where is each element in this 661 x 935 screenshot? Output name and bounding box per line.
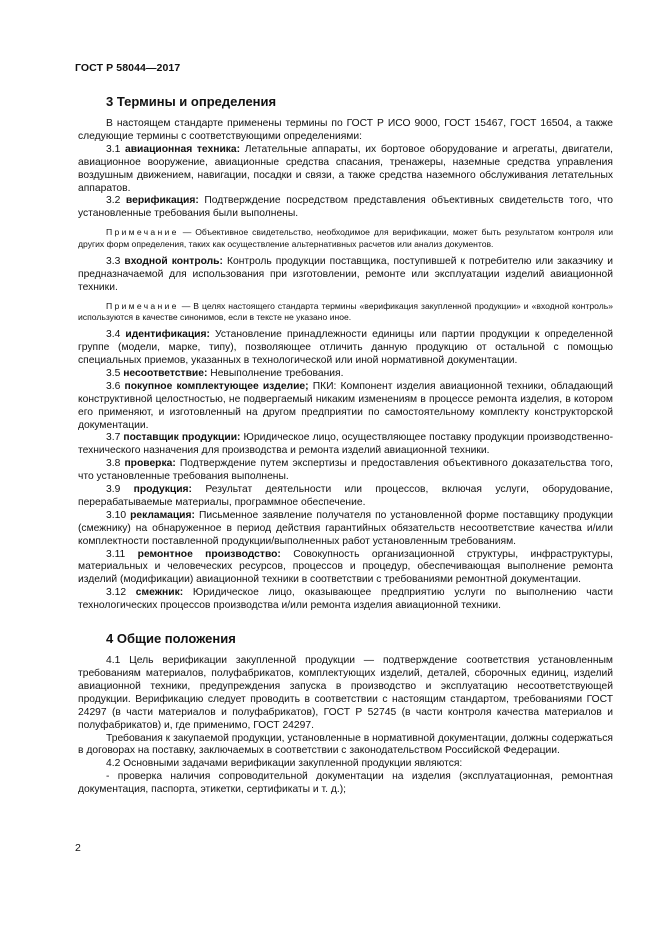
term-name: несоответствие: — [123, 367, 208, 379]
term-number: 3.1 — [106, 143, 121, 155]
term-definition: Юридическое лицо, оказывающее предприятию услуги по выполнению части технологических процессов производства и/или ремонта изделия авиационной техники. — [78, 587, 613, 612]
term-definition: Невыполнение требования. — [210, 367, 344, 379]
note-synonyms — [78, 301, 613, 324]
term-definition: Совокупность организационной структуры, инфраструктуры, материальных и человеческих ресурсов, процессов и процедур, обеспечивающая выполнение ремонта изделий (модификации) авиационной техники в соответствии с требованиями ремонтной документации. — [78, 548, 613, 586]
term-3-4 — [78, 329, 613, 368]
term-number: 3.8 — [106, 458, 121, 470]
term-3-5 — [78, 368, 613, 381]
term-name: авиационная техника: — [124, 143, 241, 155]
term-3-8 — [78, 458, 613, 484]
term-name: ремонтное производство: — [137, 548, 281, 560]
note-text: — Объективное свидетельство, необходимое для верификации, может быть результатом контроля или других форм определения, таких как осуществление альтернативных расчетов или анализ документов. — [78, 227, 613, 249]
term-name: продукция: — [133, 484, 192, 496]
term-name: идентификация: — [125, 329, 210, 341]
term-number: 3.3 — [106, 255, 121, 267]
term-3-10 — [78, 510, 613, 549]
note-label: Примечание — [106, 227, 179, 238]
term-definition: Подтверждение посредством представления объективных свидетельств того, что установленные требования были выполнены. — [78, 195, 613, 220]
document-id: ГОСТ Р 58044—2017 — [75, 62, 181, 74]
term-3-7 — [78, 432, 613, 458]
term-name: рекламация: — [130, 509, 195, 521]
term-number: 3.9 — [106, 484, 121, 496]
term-3-9 — [78, 484, 613, 510]
term-definition: Подтверждение путем экспертизы и предоставления объективного доказательства того, что установленные требования выполнены. — [78, 458, 613, 483]
term-definition: Контроль продукции поставщика, поступившей к потребителю или заказчику и предназначаемой для использования при изготовлении, ремонте или эксплуатации изделий авиационной техники. — [78, 255, 613, 293]
term-definition: Результат деятельности или процессов, включая услуги, оборудование, перерабатываемые материалы, программное обеспечение. — [78, 484, 613, 508]
note-text: — В целях настоящего стандарта термины «верификация закупленной продукции» и «входной контроль» используются в качестве синонимов, если в тексте не указано иное. — [78, 300, 613, 322]
term-3-6 — [78, 381, 613, 433]
term-definition: Письменное заявление получателя по установленной форме поставщику продукции (смежнику) на обнаруженное в период действия гарантийных обязательств несоответствие качества и/или комплектности поставленной продукции/выполненных работ установленным требованиям. — [78, 509, 613, 547]
section-4-list-item: - проверка наличия сопроводительной документации на изделия (эксплуатационная, ремонтная документация, паспорта, этикетки, сертификаты и т. д.); — [78, 771, 613, 796]
term-3-3 — [78, 256, 613, 295]
term-number: 3.4 — [106, 329, 121, 341]
page-number: 2 — [75, 842, 81, 854]
term-number: 3.11 — [106, 548, 126, 560]
section-4-paragraph-requirements: Требования к закупаемой продукции, установленные в нормативной документации, должны содержаться в договорах на поставку, заключаемых в соответствии с законодательством Российской Федерации. — [78, 732, 613, 757]
term-3-11 — [78, 549, 613, 588]
term-3-12 — [78, 587, 613, 613]
term-name: поставщик продукции: — [123, 432, 241, 444]
term-number: 3.5 — [106, 367, 121, 379]
term-name: смежник: — [135, 587, 184, 599]
term-definition: Установление принадлежности единицы или партии продукции к определенной группе (модели, марке, типу), позволяющее отличить данную продукцию от остальной с помощью специальных приемов, указанных в технологической или иной нормативной документации. — [78, 329, 613, 366]
section-4-paragraph-4-2: 4.2 Основными задачами верификации закупленной продукции являются: — [106, 758, 463, 770]
section-3-title: 3 Термины и определения — [106, 94, 277, 109]
note-verification — [78, 227, 613, 250]
term-number: 3.12 — [106, 587, 127, 599]
term-name: входной контроль: — [124, 255, 223, 267]
term-name: проверка: — [124, 458, 176, 470]
term-definition: ПКИ: Компонент изделия авиационной техники, обладающий конструктивной целостностью, не подвергаемый никаким изменениям в процессе ремонта изделия, в котором его применяют, и изготовленный на другом предприятии по самостоятельному комплекту конструкторской документации. — [78, 380, 613, 431]
term-name: верификация: — [125, 195, 199, 207]
note-label: Примечание — [106, 300, 179, 311]
section-3-intro: В настоящем стандарте применены термины по ГОСТ Р ИСО 9000, ГОСТ 15467, ГОСТ 16504, а также следующие термины с соответствующими определениями: — [78, 118, 613, 142]
section-4-title: 4 Общие положения — [106, 631, 236, 647]
term-3-1 — [78, 144, 613, 196]
section-4-paragraph-4-1: 4.1 Цель верификации закупленной продукции — подтверждение соответствия установленным требованиям материалов, полуфабрикатов, комплектующих изделий, деталей, сборочных единиц, изделий авиационной техники, предупреждения запуска в производство и эксплуатацию несоответствующей продукции. Верификацию следует проводить в соответствии с настоящим стандартом, требованиями ГОСТ 24297 (в части материалов и полуфабрикатов), ГОСТ Р 52745 (в части контроля качества материалов и полуфабрикатов) и, где применимо, ГОСТ 24297. — [78, 655, 613, 731]
term-number: 3.10 — [106, 509, 127, 521]
term-definition: Летательные аппараты, их бортовое оборудование и агрегаты, двигатели, авиационное вооружение, авиационные средства спасания, тренажеры, наземные средства управления воздушным движением, навигации, посадки и связи, а также средства наземного обслуживания летательных аппаратов. — [78, 143, 613, 194]
term-number: 3.7 — [106, 432, 121, 444]
term-name: покупное комплектующее изделие; — [124, 380, 309, 392]
term-3-2 — [78, 195, 613, 221]
page-content — [78, 94, 613, 797]
term-number: 3.2 — [106, 195, 121, 207]
term-number: 3.6 — [106, 380, 121, 392]
term-definition: Юридическое лицо, осуществляющее поставку продукции производственно-технического назначения для производства и ремонта изделий авиационной техники. — [78, 432, 613, 457]
